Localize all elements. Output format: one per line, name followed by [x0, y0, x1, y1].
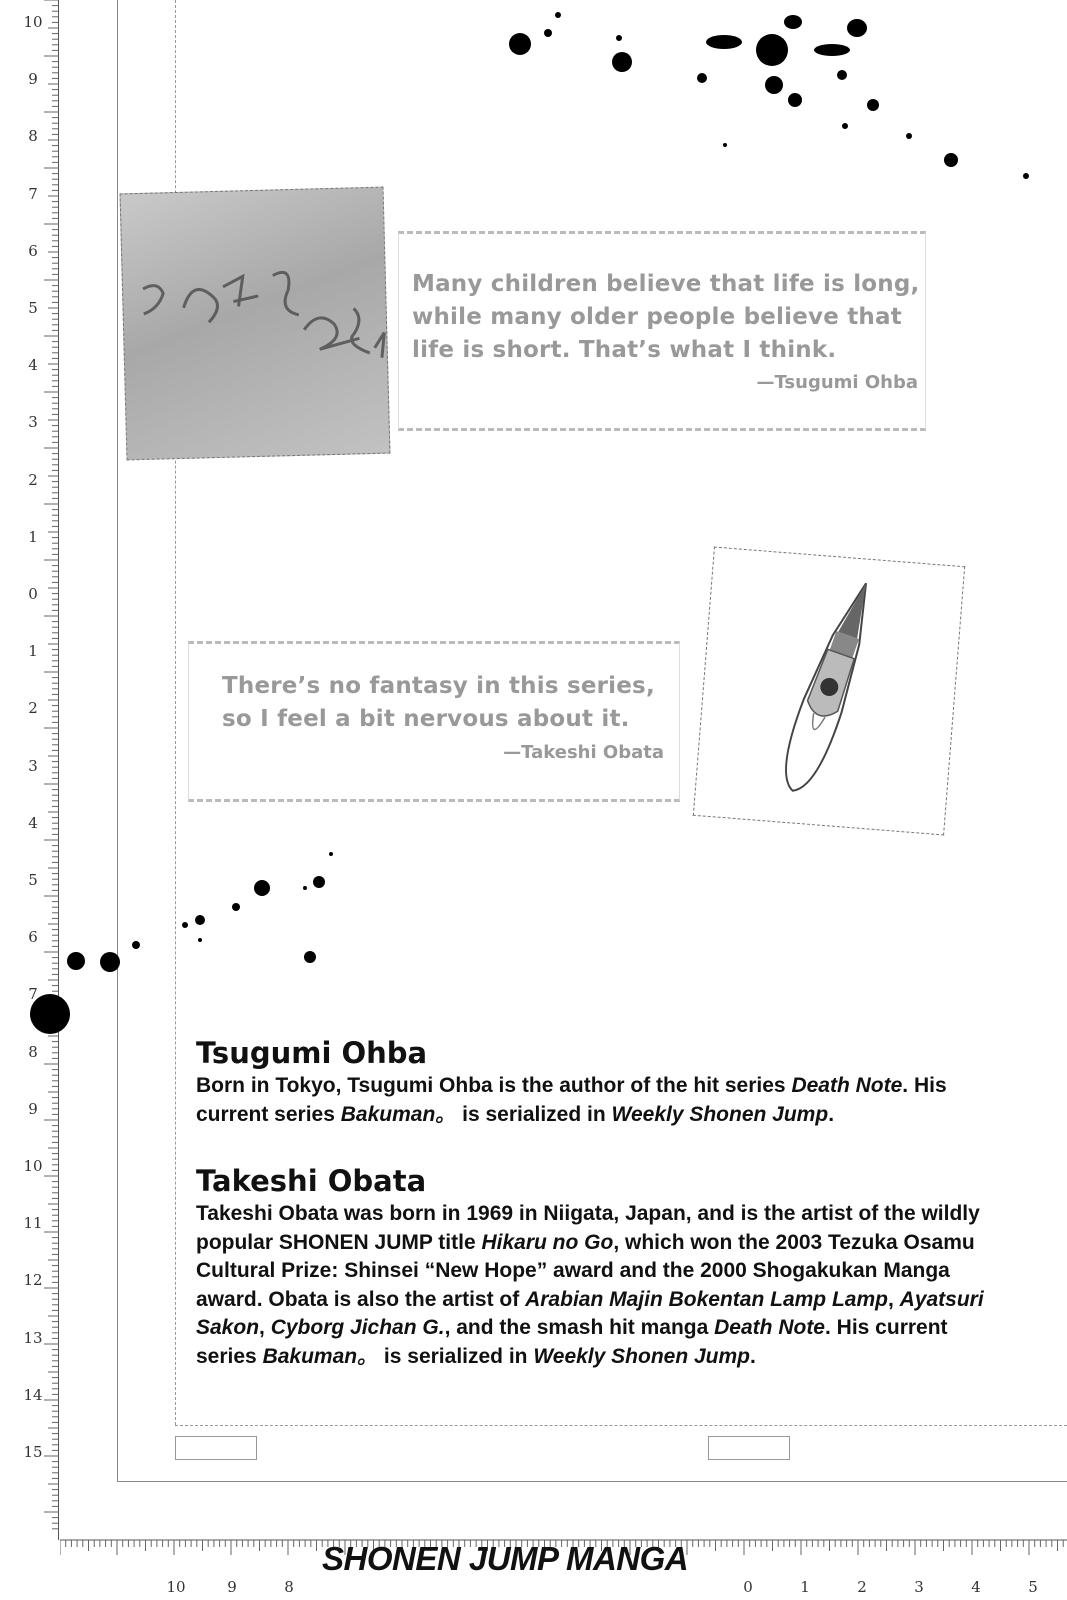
ruler-label: 9: [227, 1578, 237, 1596]
ruler-label: 3: [28, 413, 38, 432]
ruler-label: 15: [23, 1443, 43, 1461]
pen-nib-photo: [693, 547, 965, 836]
ruler-label: 8: [28, 127, 38, 146]
quote-text-obata: [222, 670, 672, 736]
ruler-label: 1: [28, 527, 38, 546]
ruler-label: 5: [28, 299, 38, 317]
ruler-label: 12: [23, 1271, 43, 1290]
ruler-label: 4: [28, 813, 38, 832]
ruler-label: 2: [857, 1578, 867, 1596]
ruler-label: 4: [971, 1578, 981, 1596]
quote-attribution-ohba: —Tsugumi Ohba: [756, 372, 918, 393]
quote-line: There’s no fantasy in this series,: [222, 673, 655, 699]
ruler-label: 0: [28, 585, 38, 603]
ruler-label: 1: [800, 1578, 810, 1596]
ruler-label: 4: [28, 356, 38, 375]
bio-text-obata: Takeshi Obata was born in 1969 in Niigata, Japan, and is the artist of the wildly popular SHONEN JUMP title Hikaru no Go, which won the 2003 Tezuka Osamu Cultural Prize: Shinsei “New Hope” award and the 2000 Shogakukan Manga award. Obata is also the artist of Arabian Majin Bokentan Lamp Lamp, Ayatsuri Sakon, Cyborg Jichan G., and the smash hit manga Death Note. His current series Bakuman。 is serialized in Weekly Shonen Jump.: [196, 1202, 984, 1368]
quote-text-ohba: [412, 268, 922, 367]
footer-title: SHONEN JUMP MANGA: [322, 1540, 689, 1577]
bio-name-ohba: Tsugumi Ohba: [196, 1036, 428, 1070]
ruler-label: 2: [28, 699, 38, 718]
ruler-label: 8: [28, 1042, 38, 1061]
ruler-label: 7: [28, 985, 38, 1004]
ruler-label: 9: [28, 1099, 38, 1118]
bio-name-obata: Takeshi Obata: [196, 1164, 427, 1198]
quote-attribution-obata: —Takeshi Obata: [503, 742, 664, 763]
quote-line: while many older people believe that: [412, 304, 902, 330]
ruler-label: 3: [28, 756, 38, 775]
quote-line: life is short. That’s what I think.: [412, 337, 837, 363]
ruler-label: 9: [28, 70, 38, 89]
ruler-label: 5: [28, 871, 38, 889]
ruler-label: 1: [28, 642, 38, 661]
ruler-label: 3: [914, 1578, 924, 1596]
ruler-label: 10: [23, 13, 43, 31]
ruler-label: 6: [28, 928, 38, 947]
ruler-label: 14: [23, 1385, 43, 1404]
ruler-label: 10: [166, 1578, 186, 1596]
quote-line: Many children believe that life is long,: [412, 271, 920, 297]
ruler-label: 8: [284, 1578, 294, 1596]
handwriting-illustration: [121, 188, 390, 460]
ruler-label: 10: [23, 1157, 43, 1175]
ruler-label: 13: [23, 1328, 43, 1347]
wood-signature-photo: [120, 187, 391, 461]
ruler-label: 11: [23, 1214, 43, 1233]
bio-text-ohba: Born in Tokyo, Tsugumi Ohba is the author of the hit series Death Note. His current series Bakuman。 is serialized in Weekly Shonen Jump.: [196, 1074, 947, 1126]
pen-nib-illustration: [694, 548, 964, 835]
ruler-label: 2: [28, 470, 38, 489]
ruler-label: 7: [28, 184, 38, 203]
ruler-label: 5: [1028, 1578, 1038, 1596]
quote-line: so I feel a bit nervous about it.: [222, 706, 630, 732]
ruler-label: 0: [743, 1578, 753, 1596]
ruler-label: 6: [28, 241, 38, 260]
